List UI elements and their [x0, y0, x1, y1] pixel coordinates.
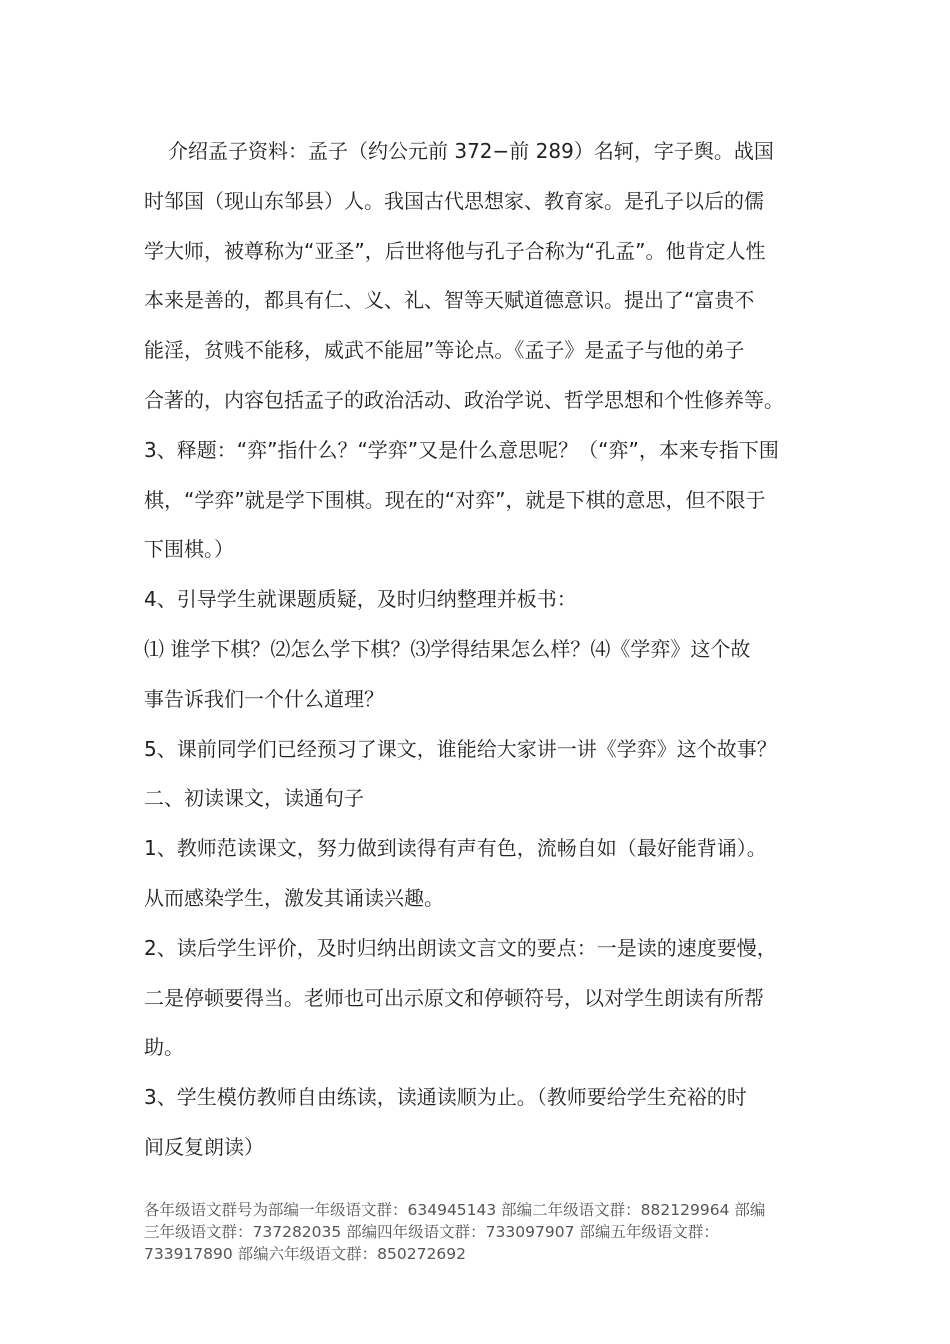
paragraph-s2-item-1-line-2: 从而感染学生，激发其诵读兴趣。: [144, 885, 444, 910]
paragraph-item-3-line-2: 棋，“学弈”就是学下围棋。现在的“对弈”，就是下棋的意思，但不限于: [144, 487, 766, 512]
paragraph-item-4-line-1: 4、引导学生就课题质疑，及时归纳整理并板书：: [144, 587, 577, 612]
paragraph-section-2-line-1: 二、初读课文，读通句子: [144, 786, 364, 811]
paragraph-intro-line-3: 学大师，被尊称为“亚圣”，后世将他与孔子合称为“孔孟”。他肯定人性: [144, 238, 766, 263]
paragraph-questions-line-2: 事告诉我们一个什么道理？: [144, 686, 384, 711]
paragraph-questions-line-1: ⑴ 谁学下棋？⑵怎么学下棋？⑶学得结果怎么样？⑷《学弈》这个故: [144, 636, 751, 661]
paragraph-s2-item-2-line-1: 2、读后学生评价，及时归纳出朗读文言文的要点：一是读的速度要慢，: [144, 935, 777, 960]
paragraph-item-3-line-1: 3、释题：“弈”指什么？“学弈”又是什么意思呢？（“弈”，本来专指下围: [144, 437, 779, 462]
paragraph-intro-line-2: 时邹国（现山东邹县）人。我国古代思想家、教育家。是孔子以后的儒: [144, 188, 764, 213]
paragraph-s2-item-3-line-2: 间反复朗读）: [144, 1134, 264, 1159]
paragraph-item-5-line-1: 5、课前同学们已经预习了课文，谁能给大家讲一讲《学弈》这个故事？: [144, 736, 777, 761]
footer-line-3: 733917890 部编六年级语文群：850272692: [144, 1245, 466, 1263]
paragraph-intro-line-5: 能淫，贫贱不能移，威武不能屈”等论点。《孟子》是孟子与他的弟子: [144, 338, 745, 363]
paragraph-intro-line-6: 合著的，内容包括孟子的政治活动、政治学说、哲学思想和个性修养等。: [144, 387, 784, 412]
footer-line-2: 三年级语文群：737282035 部编四年级语文群：733097907 部编五年级语文群：: [144, 1223, 719, 1241]
footer-line-1: 各年级语文群号为部编一年级语文群：634945143 部编二年级语文群：882129964 部编: [144, 1201, 766, 1219]
paragraph-intro-line-1: 介绍孟子资料：孟子（约公元前 372−前 289）名轲，字子舆。战国: [168, 139, 774, 163]
footer-group-numbers: [144, 1199, 824, 1265]
paragraph-s2-item-2-line-3: 助。: [144, 1035, 184, 1060]
paragraph-s2-item-1-line-1: 1、教师范读课文，努力做到读得有声有色，流畅自如（最好能背诵）。: [144, 836, 767, 861]
paragraph-intro-line-4: 本来是善的，都具有仁、义、礼、智等天赋道德意识。提出了“富贵不: [144, 288, 755, 313]
paragraph-s2-item-2-line-2: 二是停顿要得当。老师也可出示原文和停顿符号，以对学生朗读有所帮: [144, 985, 764, 1010]
paragraph-s2-item-3-line-1: 3、学生模仿教师自由练读，读通读顺为止。（教师要给学生充裕的时: [144, 1085, 747, 1110]
paragraph-item-3-line-3: 下围棋。）: [144, 537, 234, 562]
document-body: [144, 127, 820, 1173]
